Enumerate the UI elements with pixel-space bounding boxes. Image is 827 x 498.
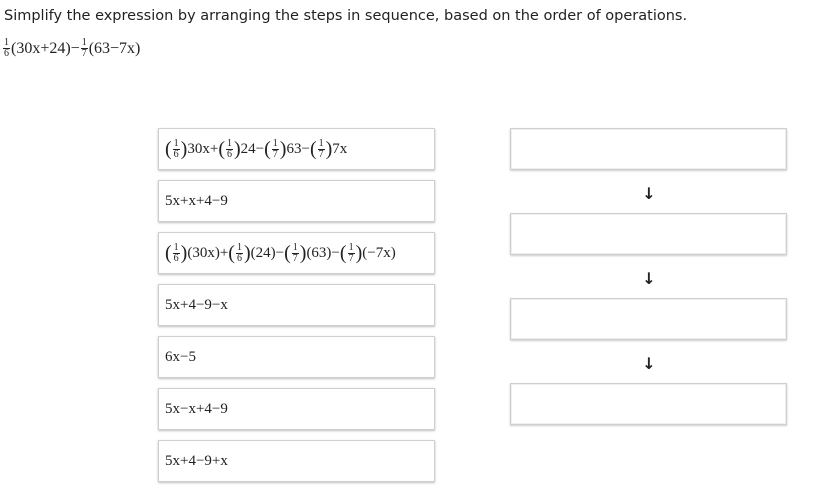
paren: ) [355, 242, 363, 264]
denominator: 6 [236, 252, 242, 264]
numerator: 1 [292, 241, 298, 253]
paren-fraction [264, 139, 286, 160]
numerator: 1 [81, 37, 87, 48]
tile-text: 6x−5 [165, 348, 196, 365]
drop-target-4[interactable] [510, 383, 787, 425]
drop-target-3[interactable] [510, 298, 787, 340]
tile-text: 5x+4−9−x [165, 296, 228, 313]
paren-fraction [284, 243, 306, 264]
paren: ( [339, 242, 347, 264]
fraction [292, 243, 299, 264]
denominator: 6 [226, 148, 232, 160]
paren: ( [165, 138, 172, 160]
drop-target-2[interactable] [510, 213, 787, 255]
fraction [318, 139, 325, 160]
paren: ) [180, 138, 188, 160]
paren: ( [284, 242, 291, 264]
expression [2, 38, 140, 59]
denominator: 6 [173, 252, 179, 264]
paren: ) [180, 242, 188, 264]
fraction-one-sixth [3, 38, 10, 59]
paren: ( [264, 138, 271, 160]
step-tile-5[interactable] [158, 336, 435, 378]
paren: ( [309, 138, 317, 160]
fraction-one-seventh [81, 38, 88, 59]
paren-fraction [228, 243, 250, 264]
denominator: 7 [292, 252, 298, 264]
paren: ( [218, 138, 225, 160]
term: 7x [332, 140, 348, 157]
denominator: 6 [4, 48, 9, 59]
paren: ( [228, 242, 235, 264]
instructions: Simplify the expression by arranging the steps in sequence, based on the order of operations. [4, 8, 688, 24]
term: (24)− [250, 244, 285, 261]
expression-part1: (30x+24)− [11, 39, 80, 57]
term: 63− [286, 140, 310, 157]
paren: ) [325, 138, 333, 160]
step-tile-6[interactable] [158, 388, 435, 430]
expression-part2: (63−7x) [88, 39, 141, 57]
tile-text: 5x+4−9+x [165, 452, 228, 469]
paren-fraction [165, 139, 187, 160]
numerator: 1 [173, 137, 179, 149]
numerator: 1 [348, 241, 354, 253]
arrow-down-icon: ↓ [642, 184, 656, 203]
term: (63)− [306, 244, 340, 261]
term: 30x+ [187, 140, 219, 157]
paren: ) [279, 138, 287, 160]
numerator: 1 [236, 241, 242, 253]
paren-fraction [165, 243, 187, 264]
term: (−7x) [362, 244, 396, 261]
term: 24− [240, 140, 265, 157]
step-tile-3[interactable] [158, 232, 435, 274]
paren: ) [243, 242, 251, 264]
denominator: 7 [318, 148, 324, 160]
paren-fraction [310, 139, 332, 160]
denominator: 7 [348, 252, 354, 264]
term: (30x)+ [187, 244, 229, 261]
denominator: 7 [272, 148, 278, 160]
step-tile-7[interactable] [158, 440, 435, 482]
paren: ) [233, 138, 241, 160]
paren-fraction [340, 243, 362, 264]
step-tile-4[interactable] [158, 284, 435, 326]
tile-text: 5x+x+4−9 [165, 192, 228, 209]
fraction [348, 243, 355, 264]
numerator: 1 [226, 137, 232, 149]
numerator: 1 [318, 137, 324, 149]
numerator: 1 [272, 137, 278, 149]
step-tile-2[interactable] [158, 180, 435, 222]
arrow-down-icon: ↓ [642, 354, 656, 373]
paren: ) [299, 242, 307, 264]
paren-fraction [218, 139, 240, 160]
step-tile-1[interactable] [158, 128, 435, 170]
numerator: 1 [173, 241, 179, 253]
fraction [272, 139, 279, 160]
fraction [173, 139, 180, 160]
fraction [236, 243, 243, 264]
drop-target-1[interactable] [510, 128, 787, 170]
denominator: 6 [173, 148, 179, 160]
denominator: 7 [81, 48, 87, 59]
tile-text: 5x−x+4−9 [165, 400, 228, 417]
fraction [173, 243, 180, 264]
numerator: 1 [4, 37, 9, 48]
paren: ( [165, 242, 172, 264]
arrow-down-icon: ↓ [642, 269, 656, 288]
fraction [226, 139, 233, 160]
